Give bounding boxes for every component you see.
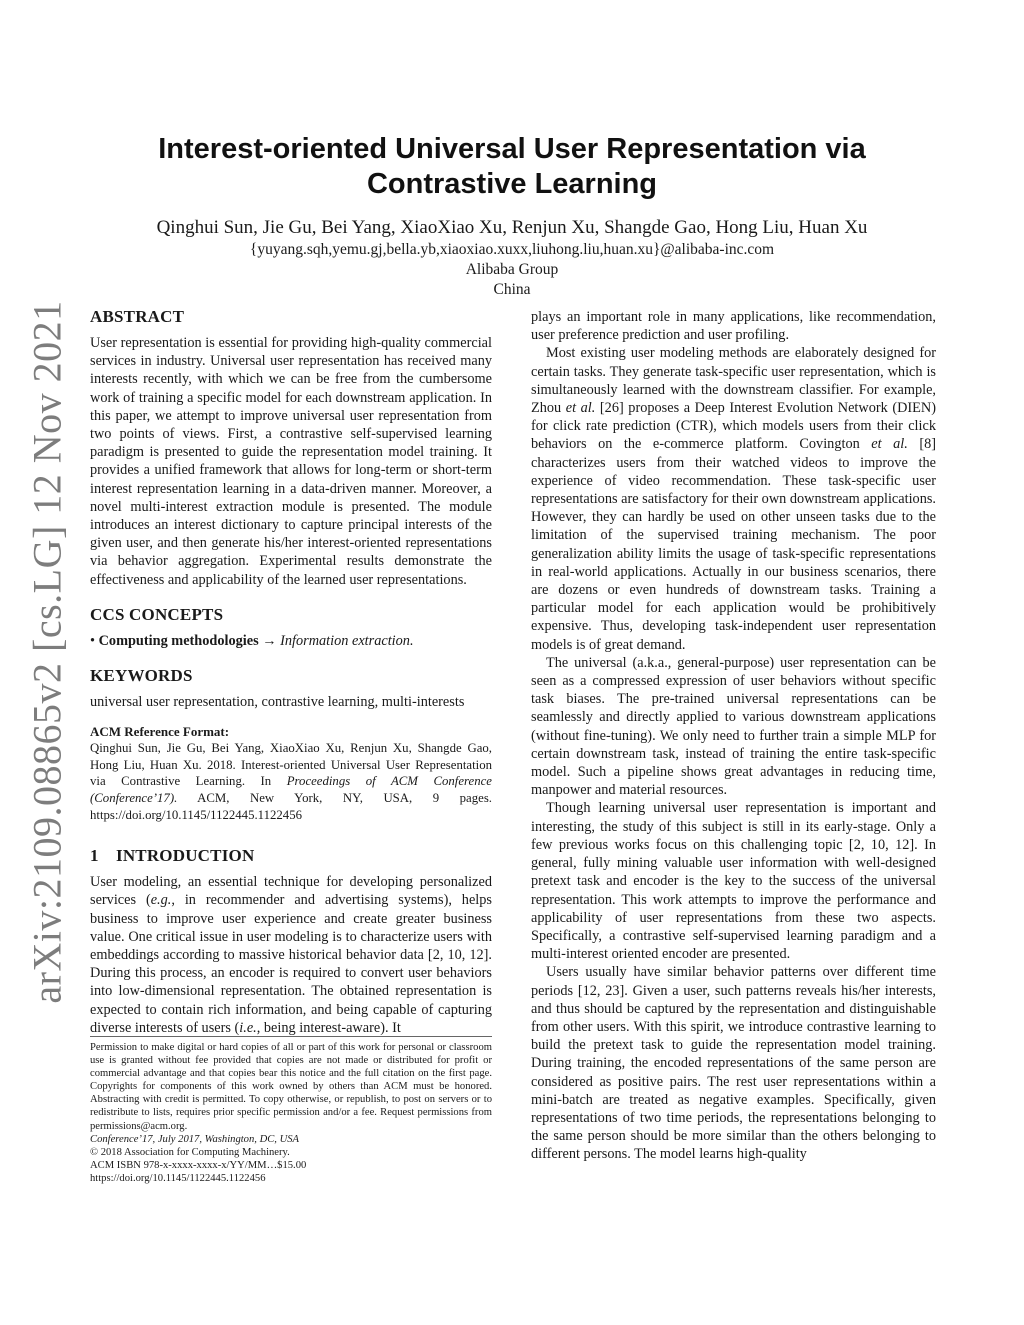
text-run: [8] characterizes users from their watched videos to improve the experience of video recommendation. These task-specific user representations are satisfactory for their own downstream applications. However, they can hardly be used on other unseen tasks due to the limitation of the supervised training mechanism. The poor generalization ability limits the usage of task-specific representations in real-world applications. Actually in our business scenarios, there are dozens or even hundreds of downstream tasks. Training a particular model for each application would be prohibitively expensive. Thus, developing task-independent user representation models is of great demand. [531,436,936,653]
acm-ref-proceedings: Proceedings of ACM Conference (Conference’17). [90,774,492,806]
text-run: e.g. [150,892,172,909]
permission-text: Permission to make digital or hard copies of all or part of this work for personal or classroom use is granted without fee provided that copies are not made or distributed for profit or commercial advantage and that copies bear this notice and the full citation on the first page. Copyrights for components of this work owned by others than ACM must be honored. Abstracting with credit is permitted. To copy otherwise, or republish, to post on servers or to redistribute to lists, requires prior specific permission and/or a fee. Request permissions from permissions@acm.org. [90,1042,492,1132]
text-run: [26] proposes a Deep Interest Evolution Network (DIEN) for click rate prediction (CTR), which models users from their click behaviors on the e-commerce platform. Covington [531,400,936,453]
copyright-line: © 2018 Association for Computing Machinery. [90,1146,290,1158]
text-run: i.e. [239,1019,257,1036]
acm-reference-text [90,740,492,823]
author-list: Qinghui Sun, Jie Gu, Bei Yang, XiaoXiao Xu, Renjun Xu, Shangde Gao, Hong Liu, Huan Xu [156,217,868,238]
ccs-heading: CCS CONCEPTS [90,604,224,624]
text-run: Conference’17, July 2017, Washington, DC, USA [90,1133,300,1145]
country: China [493,281,531,298]
text-run: et al. [565,400,596,417]
intro-paragraph-5: Users usually have similar behavior patterns over different time periods [12, 23]. Given a user, such patterns reveals his/her interests, and thus should be captured by the representation and distinguishable from other users. With this spirit, we introduce contrastive learning to build the pretext task to guide the representation model training. During training, the encoded representations of the same person are considered as positive pairs. The rest user representations within a mini-batch are treated as negative examples. Specifically, given representations of two time periods, the representations belonging to the same person should be more similar than the others belonging to different persons. The model learns high-quality [531,964,936,1163]
conference-info [90,1133,492,1146]
section-number: 1 [90,846,99,866]
intro-paragraph-3: The universal (a.k.a., general-purpose) user representation can be seen as a compressed expression of user behaviors without specific task biases. The pre-trained universal representations can be seamlessly and directly applied to various downstream applications (without fine-tuning). We only need to further train a simple MLP for certain downstream task, instead of training the entire task-specific model. Such a pipeline shows great advantages in reducing time, manpower and material resources. [531,654,936,799]
ccs-concepts [90,632,492,650]
keywords-heading: KEYWORDS [90,666,193,686]
right-column [531,308,936,1164]
text-run: et al. [871,436,908,453]
text-run: User modeling, an essential technique for developing personalized services ( [90,874,492,909]
copyright-footnote [90,1036,492,1185]
paper-title: Interest-oriented Universal User Representation via Contrastive Learning [158,133,866,200]
affiliation: Alibaba Group [465,261,559,278]
ccs-subcategory: Information extraction. [280,632,414,649]
intro-paragraph-1 [90,873,492,1037]
abstract-text: User representation is essential for providing high-quality commercial services in industry. Universal user representation has received many interests recently, with which we can be free from the cumbersome work of training a specific model for each downstream application. In this paper, we attempt to improve universal user representation from two points of views. First, a contrastive self-supervised learning paradigm is presented to guide the representation model training. It provides a unified framework that allows for long-term or short-term interest representation learning in a data-driven manner. Moreover, a novel multi-interest extraction module is presented. The module introduces an interest dictionary to capture principal interests of the given user, and then generate his/her interest-oriented representations via behavior aggregation. Experimental results demonstrate the effectiveness and applicability of the learned user representations. [90,335,492,588]
text-run: , in recommender and advertising systems), helps business to improve user experience and create greater business value. One critical issue in user modeling is to characterize users with embeddings according to massive historical behavior data [2, 10, 12]. During this process, an encoder is required to convert user behaviors into low-dimensional representation. The obtained representation is expected to contain rich information, and being capable of capturing diverse interests of users ( [90,892,492,1036]
acm-reference-heading: ACM Reference Format: [90,724,230,740]
acm-ref-part: Qinghui Sun, Jie Gu, Bei Yang, XiaoXiao Xu, Renjun Xu, Shangde Gao, Hong Liu, Huan Xu. 2018. Interest-oriented Universal User Representation via Contrastive Learning. In [90,741,492,789]
ccs-arrow: → [262,632,277,649]
text-run: Most existing user modeling methods are elaborately designed for certain tasks. They generate task-specific user representation, which is simultaneously learned with the downstream classifier. For example, Zhou [531,345,936,417]
left-column [90,306,492,1037]
intro-paragraph-4: Though learning universal user representation is important and interesting, the study of this subject is still in its early-stage. Only a few previous works focus on this challenging topic [2, 10, 12]. In general, fully mining valuable user information with well-designed pretext task and encoder is the key to the success of the universal representation. This work attempts to improve the performance and applicability of user representations from these two aspects. Specifically, a contrastive self-supervised learning paradigm and a multi-interest oriented encoder are presented. [531,800,936,963]
acm-ref-part: ACM, New York, NY, USA, 9 pages. https://doi.org/10.1145/1122445.1122456 [90,791,492,822]
doi-link[interactable]: https://doi.org/10.1145/1122445.1122456 [90,1172,266,1184]
introduction-heading [90,845,492,867]
author-emails: {yuyang.sqh,yemu.gj,bella.yb,xiaoxiao.xuxx,liuhong.liu,huan.xu}@alibaba-inc.com [249,241,775,258]
ccs-category: Computing methodologies [98,632,259,649]
keywords-text: universal user representation, contrastive learning, multi-interests [90,694,465,711]
abstract-heading: ABSTRACT [90,307,185,326]
arxiv-stamp: arXiv:2109.08865v2 [cs.LG] 12 Nov 2021 [24,300,70,1004]
intro-paragraph-2 [531,344,936,653]
text-run: , being interest-aware). It [256,1019,401,1036]
paper-header [0,132,1024,300]
section-title: INTRODUCTION [116,846,255,866]
isbn-line: ACM ISBN 978-x-xxxx-xxxx-x/YY/MM…$15.00 [90,1159,307,1171]
intro-paragraph-cont: plays an important role in many applications, like recommendation, user preference prediction and user profiling. [531,309,936,344]
ccs-bullet: • [90,632,96,649]
